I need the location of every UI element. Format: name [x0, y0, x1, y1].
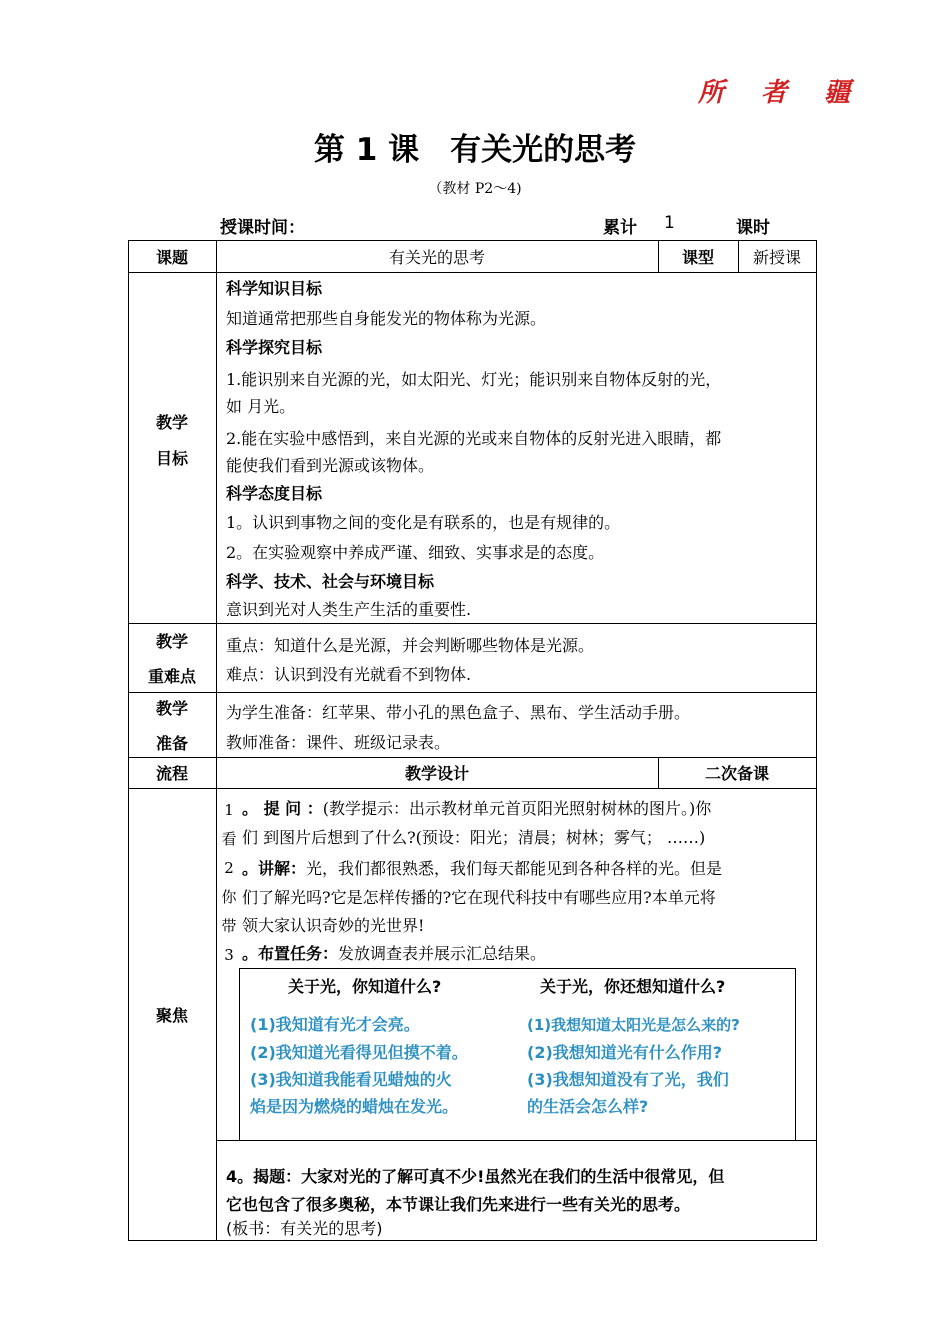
inquiry-1-line-2: 如 月光。: [226, 397, 296, 416]
attitude-heading: 科学态度目标: [226, 484, 323, 503]
survey-left-heading: 关于光，你知道什么?: [288, 977, 442, 996]
step-1-text-a: (教学提示：出示教材单元首页阳光照射树林的图片。)你: [322, 799, 712, 818]
step-2-text-b: 们了解光吗?它是怎样传播的?它在现代科技中有哪些应用?本单元将: [242, 888, 716, 907]
type-label: 课型: [681, 248, 714, 267]
second-prep-label: 二次备课: [704, 764, 769, 783]
sts-text: 意识到光对人类生产生活的重要性.: [226, 600, 472, 619]
sci-knowledge-text: 知道通常把那些自身能发光的物体称为光源。: [226, 309, 547, 328]
page-subtitle: （教材 P2～4): [428, 181, 522, 197]
survey-right-3a: (3)我想知道没有了光，我们: [527, 1070, 729, 1089]
flow-label: 流程: [155, 764, 188, 783]
inquiry-2-line-1: 2.能在实验中感悟到，来自光源的光或来自物体的反射光进入眼睛，都: [226, 429, 722, 448]
inquiry-2-line-2: 能使我们看到光源或该物体。: [226, 456, 435, 475]
page-title: 第 1 课 有关光的思考: [313, 132, 637, 168]
survey-right-2: (2)我想知道光有什么作用?: [527, 1043, 723, 1062]
prep-label-2: 准备: [155, 734, 188, 753]
attitude-1: 1。认识到事物之间的变化是有联系的，也是有规律的。: [226, 513, 621, 532]
survey-left-3b: 焰是因为燃烧的蜡烛在发光。: [250, 1097, 459, 1116]
survey-right-3b: 的生活会怎么样?: [527, 1097, 649, 1116]
step-1-text-b: 们 到图片后想到了什么?(预设：阳光；清晨；树林；雾气； ……): [242, 828, 706, 847]
survey-right-1: (1)我想知道太阳光是怎么来的?: [527, 1016, 740, 1034]
focus-label: 聚焦: [155, 1006, 188, 1025]
step-1-heading: 。 提 问 ：: [242, 799, 323, 818]
student-prep: 为学生准备：红苹果、带小孔的黑色盒子、黑布、学生活动手册。: [226, 703, 691, 722]
step-3-line: [242, 944, 546, 964]
goals-label-2: 目标: [155, 449, 188, 468]
attitude-2: 2。在实验观察中养成严谨、细致、实事求是的态度。: [226, 543, 605, 562]
inquiry-1-line-1: 1.能识别来自光源的光，如太阳光、灯光；能识别来自物体反射的光，: [226, 370, 722, 389]
step-3-heading: 。布置任务：: [242, 944, 339, 963]
prep-label-1: 教学: [155, 699, 188, 718]
step-2-text-a: 光，我们都很熟悉，我们每天都能见到各种各样的光。但是: [306, 859, 723, 878]
step-1-line-1: [242, 799, 711, 819]
step-4-line-3: (板书：有关光的思考): [226, 1219, 383, 1238]
survey-left-2: (2)我知道光看得见但摸不着。: [250, 1043, 468, 1062]
goals-label-1: 教学: [155, 413, 188, 432]
total-label: 累计: [603, 218, 637, 238]
step-4-line-2: 它也包含了很多奥秘，本节课让我们先来进行一些有关光的思考。: [226, 1195, 691, 1214]
step-2-heading: 。讲解：: [242, 859, 307, 878]
step-2-text-c: 领大家认识奇妙的光世界!: [242, 916, 425, 935]
side-numbers: 1看2你带3: [221, 801, 237, 964]
survey-right-heading: 关于光，你还想知道什么?: [540, 977, 726, 996]
topic-value: 有关光的思考: [388, 248, 485, 267]
topic-label: 课题: [155, 248, 188, 267]
step-4-line-1: 4。揭题：大家对光的了解可真不少!虽然光在我们的生活中很常见，但: [226, 1167, 725, 1186]
seal-stamp: 所 者 疆: [698, 78, 865, 108]
unit-label: 课时: [736, 218, 770, 238]
difficulty-label-1: 教学: [155, 632, 188, 651]
design-label: 教学设计: [404, 764, 469, 783]
hard-point: 难点：认识到没有光就看不到物体.: [226, 665, 472, 684]
class-time-label: 授课时间：: [220, 218, 305, 238]
key-point: 重点：知道什么是光源，并会判断哪些物体是光源。: [226, 636, 595, 655]
step-3-text: 发放调查表并展示汇总结果。: [338, 944, 547, 963]
sts-heading: 科学、技术、社会与环境目标: [226, 572, 435, 591]
total-value: 1: [664, 213, 675, 233]
survey-left-3a: (3)我知道我能看见蜡烛的火: [250, 1070, 452, 1089]
teacher-prep: 教师准备：课件、班级记录表。: [226, 733, 451, 752]
survey-left-1: (1)我知道有光才会亮。: [250, 1015, 420, 1034]
sci-knowledge-heading: 科学知识目标: [226, 279, 323, 298]
type-value: 新授课: [752, 248, 801, 267]
difficulty-label-2: 重难点: [147, 667, 196, 686]
step-2-line-1: [242, 859, 722, 879]
inquiry-heading: 科学探究目标: [226, 338, 323, 357]
